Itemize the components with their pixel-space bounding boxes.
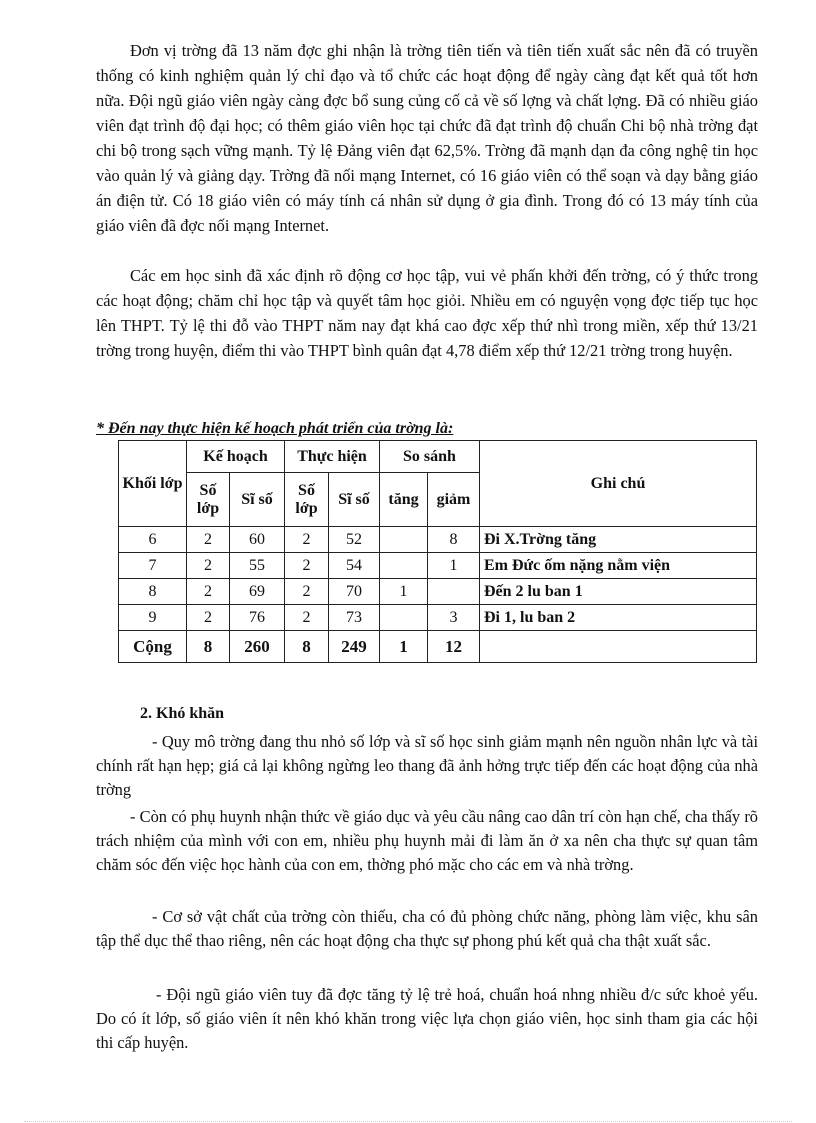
cell-grade: 8 [119,579,187,605]
difficulty-item: - Còn có phụ huynh nhận thức về giáo dục và yêu cầu nâng cao dân trí còn hạn chế, cha thấy rõ trách nhiệm của mình với con em, nhiều phụ huynh mải đi làm ăn ở xa nên cha thực sự quan tâm chăm sóc đến việc học hành của con em, thờng phó mặc cho các em và nhà trờng. [96,807,758,874]
cell-total-actual-classes: 8 [285,631,329,663]
header-compare: So sánh [380,441,480,473]
cell-increase [380,553,428,579]
table-row [119,553,757,579]
cell-plan-students: 76 [230,605,285,631]
header-decrease: giảm [428,473,480,527]
header-increase: tăng [380,473,428,527]
cell-plan-classes: 2 [187,579,230,605]
cell-total-increase: 1 [380,631,428,663]
cell-total-note [480,631,757,663]
cell-actual-classes: 2 [285,553,329,579]
table-row [119,605,757,631]
difficulty-item: - Đội ngũ giáo viên tuy đã đợc tăng tỷ lệ trẻ hoá, chuẩn hoá nhng nhiều đ/c sức khoẻ yếu. Do có ít lớp, số giáo viên ít nên khó khăn trong việc lựa chọn giáo viên, học sinh tham gia các hội thi cấp huyện. [96,985,758,1052]
cell-plan-students: 60 [230,527,285,553]
cell-increase [380,605,428,631]
cell-actual-students: 52 [329,527,380,553]
development-plan-table [118,440,757,663]
cell-plan-classes: 2 [187,605,230,631]
cell-decrease: 3 [428,605,480,631]
cell-total-decrease: 12 [428,631,480,663]
table-row [119,527,757,553]
cell-plan-classes: 2 [187,553,230,579]
header-actual: Thực hiện [285,441,380,473]
cell-decrease: 8 [428,527,480,553]
table-row [119,579,757,605]
cell-actual-students: 54 [329,553,380,579]
cell-total-plan-classes: 8 [187,631,230,663]
header-plan-classes: Số lớp [187,473,230,527]
cell-note: Đi 1, lu ban 2 [480,605,757,631]
header-grade: Khối lớp [119,441,187,527]
plan-heading: * Đến nay thực hiện kế hoạch phát triển của trờng là: [96,420,454,437]
cell-actual-classes: 2 [285,579,329,605]
cell-actual-students: 70 [329,579,380,605]
cell-total-actual-students: 249 [329,631,380,663]
cell-decrease [428,579,480,605]
cell-note: Đến 2 lu ban 1 [480,579,757,605]
cell-actual-classes: 2 [285,527,329,553]
cell-plan-students: 55 [230,553,285,579]
cell-grade: 7 [119,553,187,579]
paragraph-school-achievements: Đơn vị trờng đã 13 năm đợc ghi nhận là trờng tiên tiến và tiên tiến xuất sắc nên đã có truyền thống có kinh nghiệm quản lý chỉ đạo và tổ chức các hoạt động để ngày càng đạt kết quả tốt hơn nữa. Đội ngũ giáo viên ngày càng đợc bổ sung củng cố cả về số lợng và chất lợng. Đã có nhiều giáo viên đạt trình độ đại học; có thêm giáo viên học tại chức đã đạt trình độ chuẩn Chi bộ nhà trờng đạt chi bộ trong sạch vững mạnh. Tỷ lệ Đảng viên đạt 62,5%. Trờng đã mạnh dạn đa công nghệ tin học vào quản lý và giảng dạy. Trờng đã nối mạng Internet, có 16 giáo viên có thể soạn và dạy bằng giáo án điện tử. Có 18 giáo viên có máy tính cá nhân sử dụng ở gia đình. Trong đó có 13 máy tính của giáo viên đã đợc nối mạng Internet. [96,41,758,235]
table-total-row [119,631,757,663]
cell-note: Đi X.Trờng tăng [480,527,757,553]
header-plan: Kế hoạch [187,441,285,473]
cell-total-label: Cộng [119,631,187,663]
cell-actual-classes: 2 [285,605,329,631]
cell-grade: 9 [119,605,187,631]
cell-actual-students: 73 [329,605,380,631]
cell-increase: 1 [380,579,428,605]
header-note: Ghi chú [480,441,757,527]
cell-grade: 6 [119,527,187,553]
header-plan-students: Sĩ số [230,473,285,527]
table-header-row [119,441,757,473]
difficulty-item: - Cơ sở vật chất của trờng còn thiếu, cha có đủ phòng chức năng, phòng làm việc, khu sân tập thể dục thể thao riêng, nên các hoạt động cha thực sự phong phú kết quả cha thật xuất sắc. [96,907,758,950]
cell-plan-classes: 2 [187,527,230,553]
difficulty-item: - Quy mô trờng đang thu nhỏ số lớp và sĩ số học sinh giảm mạnh nên nguồn nhân lực và tài chính rất hạn hẹp; giá cả lại không ngừng leo thang đã ảnh hởng trực tiếp đến các hoạt động của nhà trờng [96,732,758,799]
difficulties-heading: 2. Khó khăn [140,705,225,722]
cell-increase [380,527,428,553]
cell-note: Em Đức ốm nặng nằm viện [480,553,757,579]
header-actual-classes: Số lớp [285,473,329,527]
cell-plan-students: 69 [230,579,285,605]
header-actual-students: Sĩ số [329,473,380,527]
cell-total-plan-students: 260 [230,631,285,663]
paragraph-students: Các em học sinh đã xác định rõ động cơ học tập, vui vẻ phấn khởi đến trờng, có ý thức trong các hoạt động; chăm chỉ học tập và quyết tâm học giỏi. Nhiều em có nguyện vọng đợc tiếp tục học lên THPT. Tỷ lệ thi đỗ vào THPT năm nay đạt khá cao đợc xếp thứ nhì trong miền, xếp thứ 13/21 trờng trong huyện, điểm thi vào THPT bình quân đạt 4,78 điểm xếp thứ 12/21 trờng trong huyện. [96,266,758,360]
page-footer-divider [24,1121,792,1122]
cell-decrease: 1 [428,553,480,579]
